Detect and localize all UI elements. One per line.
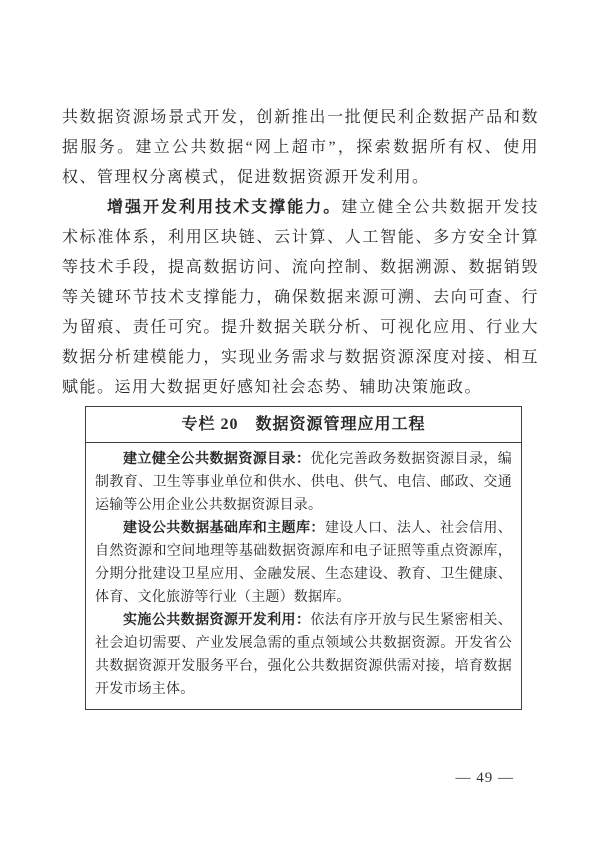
box-item-databases-lead: 建设公共数据基础库和主题库： — [123, 521, 325, 536]
box-item-utilization — [95, 609, 512, 701]
page-number: — 49 — — [455, 770, 514, 786]
box-item-databases — [95, 517, 512, 609]
box-item-databases-text: 建设人口、法人、社会信用、自然资源和空间地理等基础数据资源库和电子证照等重点资源库，分期分批建设卫星应用、金融发展、生态建设、教育、卫生健康、体育、文化旅游等行业（主题）数据库。 — [95, 521, 512, 605]
paragraph-tech-support-text: 建立健全公共数据开发技术标准体系，利用区块链、云计算、人工智能、多方安全计算等技术手段，提高数据访问、流向控制、数据溯源、数据销毁等关键环节技术支撑能力，确保数据来源可溯、去向可查、行为留痕、责任可究。提升数据关联分析、可视化应用、行业大数据分析建模能力，实现业务需求与数据资源深度对接、相互赋能。运用大数据更好感知社会态势、辅助决策施政。 — [62, 199, 539, 396]
box-item-utilization-lead: 实施公共数据资源开发利用： — [123, 613, 311, 628]
paragraph-tech-support — [62, 193, 539, 403]
feature-box-body — [86, 443, 521, 709]
feature-box — [85, 406, 522, 710]
box-item-catalog-lead: 建立健全公共数据资源目录： — [123, 452, 311, 467]
box-item-catalog-text: 优化完善政务数据资源目录，编制教育、卫生等事业单位和供水、供电、供气、电信、邮政、交通运输等公用企业公共数据资源目录。 — [95, 452, 512, 513]
box-item-catalog — [95, 448, 512, 517]
body-text-block — [62, 103, 539, 403]
box-item-utilization-text: 依法有序开放与民生紧密相关、社会迫切需要、产业发展急需的重点领域公共数据资源。开发省公共数据资源开发服务平台，强化公共数据资源供需对接，培育数据开发市场主体。 — [95, 613, 512, 697]
paragraph-tech-support-lead: 增强开发利用技术支撑能力。 — [107, 199, 342, 216]
feature-box-title: 专栏 20 数据资源管理应用工程 — [86, 407, 521, 443]
paragraph-continuation: 共数据资源场景式开发，创新推出一批便民利企数据产品和数据服务。建立公共数据“网上超市”，探索数据所有权、使用权、管理权分离模式，促进数据资源开发利用。 — [62, 109, 539, 186]
